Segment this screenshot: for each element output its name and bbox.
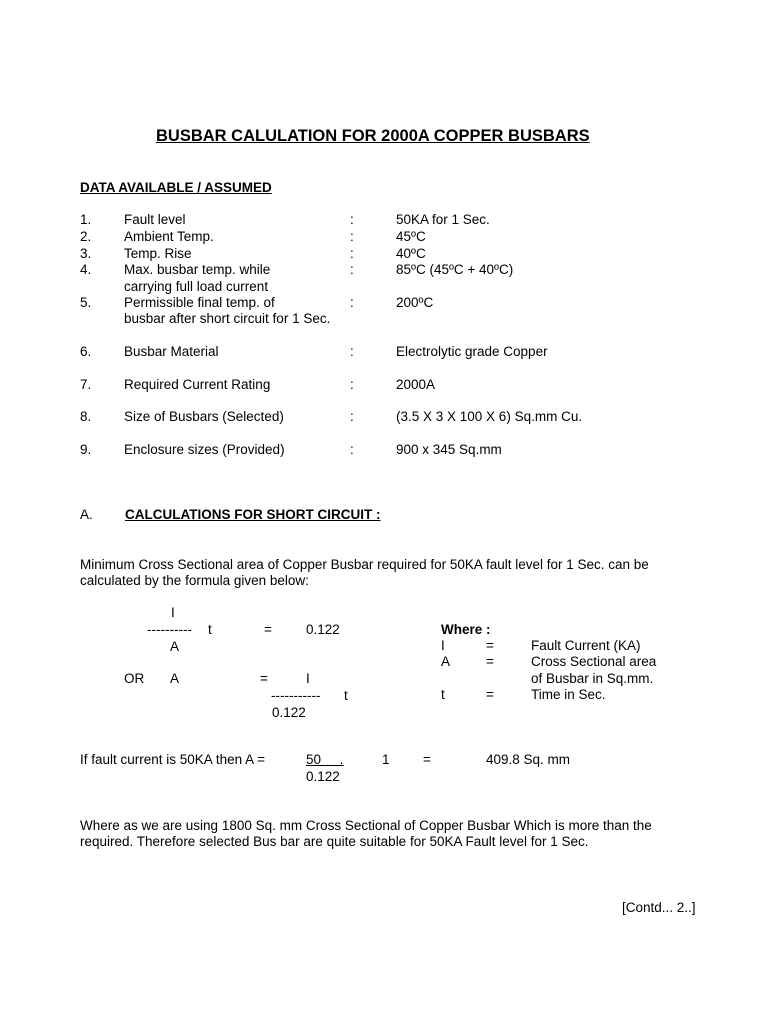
item-label: Temp. Rise [124, 246, 192, 261]
item-separator: : [350, 229, 354, 244]
conclusion-line: Where as we are using 1800 Sq. mm Cross Sectional of Copper Busbar Which is more than the [80, 818, 652, 833]
item-number: 5. [80, 295, 92, 310]
intro-paragraph-line: Minimum Cross Sectional area of Copper Busbar required for 50KA fault level for 1 Sec. can be [80, 557, 649, 572]
item-separator: : [350, 262, 354, 277]
result-value: 409.8 Sq. mm [486, 752, 571, 767]
item-value: 50KA for 1 Sec. [396, 212, 490, 227]
item-value: (3.5 X 3 X 100 X 6) Sq.mm Cu. [396, 409, 583, 424]
item-number: 9. [80, 442, 92, 457]
continued-footer: [Contd... 2..] [622, 900, 696, 915]
item-label: Busbar Material [124, 344, 219, 359]
item-value: 45ºC [396, 229, 426, 244]
legend-equals: = [486, 687, 494, 702]
item-label-continued: carrying full load current [124, 279, 269, 294]
item-number: 6. [80, 344, 92, 359]
item-number: 8. [80, 409, 92, 424]
formula-lhs: A [170, 671, 180, 686]
legend-symbol: A [441, 654, 451, 669]
item-label: Permissible final temp. of [124, 295, 275, 310]
item-value: Electrolytic grade Copper [396, 344, 548, 359]
formula-numerator: I [306, 671, 310, 686]
or-label: OR [124, 671, 145, 686]
legend-description: Time in Sec. [531, 687, 606, 702]
legend-description-continued: of Busbar in Sq.mm. [531, 671, 654, 686]
conclusion-line: required. Therefore selected Bus bar are quite suitable for 50KA Fault level for 1 Sec. [80, 834, 589, 849]
formula-denominator: A [170, 639, 180, 654]
result-fraction-top [306, 753, 344, 767]
result-equals: = [423, 752, 431, 767]
item-label: Ambient Temp. [124, 229, 214, 244]
item-label: Size of Busbars (Selected) [124, 409, 284, 424]
fraction-bar: ---------- [147, 622, 192, 637]
result-numerator-tail: . [321, 752, 344, 767]
item-number: 2. [80, 229, 92, 244]
result-time: 1 [382, 752, 390, 767]
formula-numerator: I [171, 605, 175, 620]
section-letter: A. [80, 507, 93, 522]
item-number: 1. [80, 212, 92, 227]
legend-description: Cross Sectional area [531, 654, 657, 669]
item-separator: : [350, 295, 354, 310]
result-numerator: 50 [306, 752, 322, 767]
item-label: Enclosure sizes (Provided) [124, 442, 285, 457]
formula-time: t [208, 622, 212, 637]
item-separator: : [350, 212, 354, 227]
where-heading: Where : [441, 622, 491, 637]
intro-paragraph-line: calculated by the formula given below: [80, 573, 309, 588]
item-value: 85ºC (45ºC + 40ºC) [396, 262, 514, 277]
result-lead: If fault current is 50KA then A = [80, 752, 265, 767]
fraction-bar: ----------- [271, 688, 321, 703]
result-denominator: 0.122 [306, 769, 340, 784]
formula-equals: = [264, 622, 272, 637]
item-separator: : [350, 377, 354, 392]
formula-equals: = [260, 671, 268, 686]
page-title: BUSBAR CALULATION FOR 2000A COPPER BUSBARS [156, 127, 590, 145]
item-value: 200ºC [396, 295, 434, 310]
data-heading: DATA AVAILABLE / ASSUMED [80, 180, 272, 195]
legend-symbol: t [441, 687, 445, 702]
item-number: 3. [80, 246, 92, 261]
formula-denominator: 0.122 [272, 705, 306, 720]
item-label: Max. busbar temp. while [124, 262, 271, 277]
item-separator: : [350, 409, 354, 424]
item-value: 900 x 345 Sq.mm [396, 442, 502, 457]
item-separator: : [350, 246, 354, 261]
item-label: Required Current Rating [124, 377, 271, 392]
item-value: 40ºC [396, 246, 426, 261]
item-label-continued: busbar after short circuit for 1 Sec. [124, 311, 331, 326]
legend-symbol: I [441, 638, 445, 653]
item-number: 7. [80, 377, 92, 392]
item-number: 4. [80, 262, 92, 277]
legend-equals: = [486, 654, 494, 669]
section-heading: CALCULATIONS FOR SHORT CIRCUIT : [125, 507, 381, 522]
formula-constant: 0.122 [306, 622, 340, 637]
item-separator: : [350, 442, 354, 457]
legend-equals: = [486, 638, 494, 653]
item-label: Fault level [124, 212, 186, 227]
item-separator: : [350, 344, 354, 359]
item-value: 2000A [396, 377, 436, 392]
formula-time: t [344, 688, 348, 703]
legend-description: Fault Current (KA) [531, 638, 641, 653]
